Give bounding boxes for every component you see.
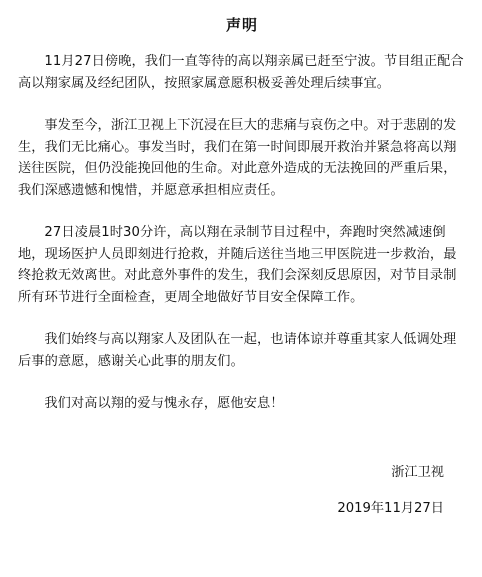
document-title: 声明 [225, 16, 258, 34]
paragraph-4: 我们始终与高以翔家人及团队在一起，也请体谅并尊重其家人低调处理后事的意愿，感谢关心此事的朋友们。 [18, 332, 457, 369]
paragraph-5: 我们对高以翔的爱与愧永存，愿他安息！ [44, 396, 284, 411]
signature-organization: 浙江卫视 [391, 465, 444, 480]
paragraph-2: 事发至今，浙江卫视上下沉浸在巨大的悲痛与哀伤之中。对于悲剧的发生，我们无比痛心。事发当时，我们在第一时间即展开救治并紧急将高以翔送往医院，但仍没能挽回他的生命。对此意外造成的无法挽回的严重后果，我们深感遗憾和愧惜，并愿意承担相应责任。 [18, 118, 457, 198]
paragraph-3: 27日凌晨1时30分许，高以翔在录制节目过程中，奔跑时突然减速倒地，现场医护人员即刻进行抢救，并随后送往当地三甲医院进一步救治，最终抢救无效离世。对此意外事件的发生，我们会深刻反思原因，对节目录制所有环节进行全面检查，更周全地做好节目安全保障工作。 [18, 225, 457, 305]
signature-block [304, 462, 444, 519]
signature-date: 2019年11月27日 [337, 500, 444, 516]
paragraph-1: 11月27日傍晚，我们一直等待的高以翔亲属已赶至宁波。节目组正配合高以翔家属及经纪团队，按照家属意愿积极妥善处理后续事宜。 [18, 54, 464, 91]
